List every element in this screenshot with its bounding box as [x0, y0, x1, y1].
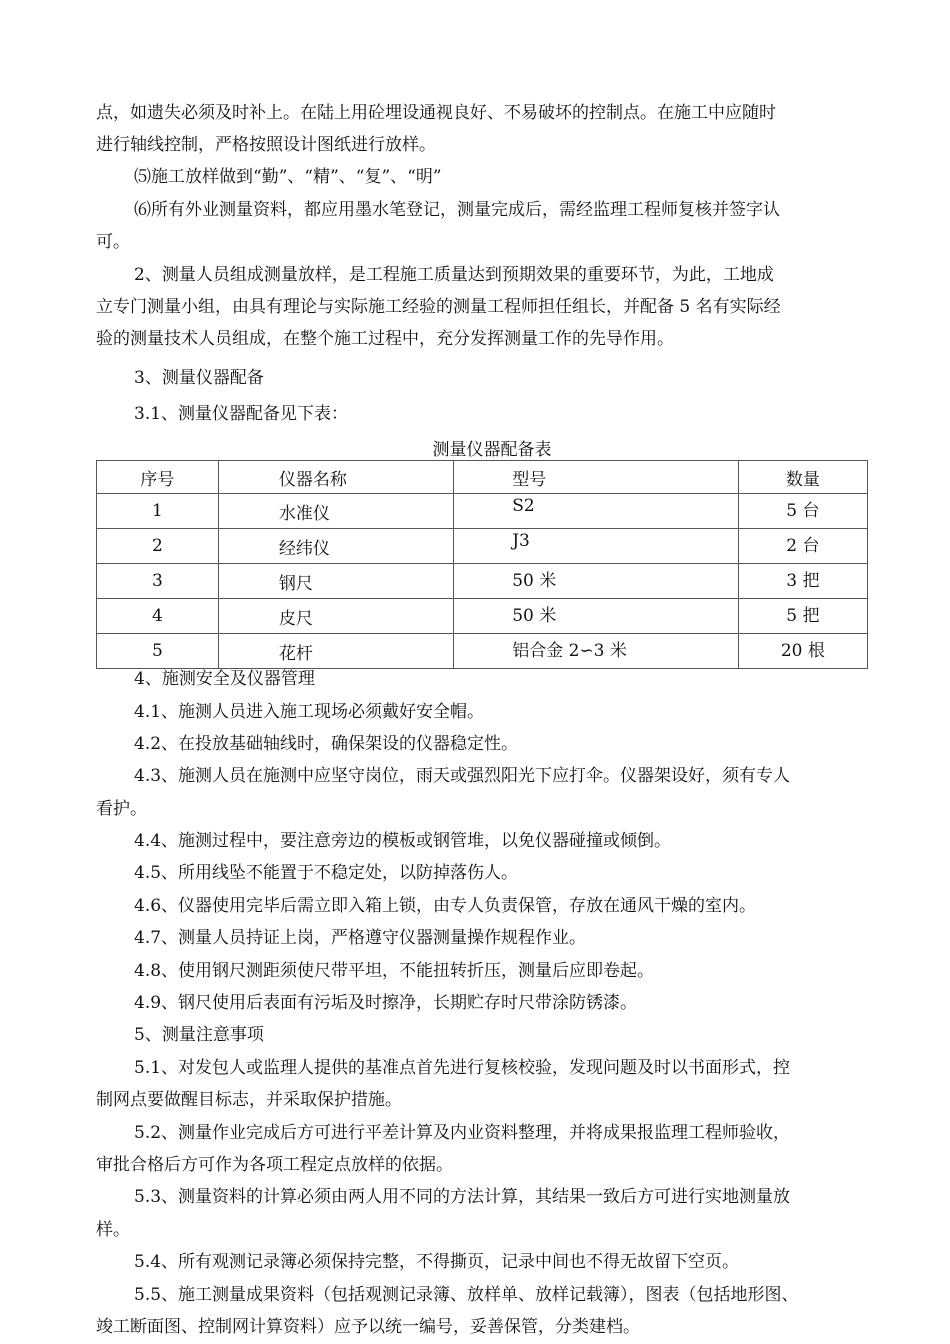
table-cell: 50 米 — [454, 599, 739, 634]
section-heading: 3、测量仪器配备 — [134, 368, 264, 388]
paragraph-line: 看护。 — [96, 799, 147, 819]
paragraph-line: 竣工断面图、控制网计算资料）应予以统一编号，妥善保管，分类建档。 — [96, 1317, 640, 1337]
paragraph-line: 4.2、在投放基础轴线时，确保架设的仪器稳定性。 — [134, 734, 519, 754]
paragraph-line: 5.1、对发包人或监理人提供的基准点首先进行复核校验，发现问题及时以书面形式，控 — [134, 1058, 791, 1078]
paragraph-line: 4.5、所用线坠不能置于不稳定处，以防掉落伤人。 — [134, 863, 519, 883]
table-cell: 水准仪 — [218, 494, 453, 529]
paragraph-line: 4.4、施测过程中，要注意旁边的模板或钢管堆，以免仪器碰撞或倾倒。 — [134, 831, 672, 851]
paragraph-line: 点，如遗失必须及时补上。在陆上用砼埋设通视良好、不易破坏的控制点。在施工中应随时 — [96, 103, 776, 123]
paragraph-line: 5.4、所有观测记录簿必须保持完整，不得撕页，记录中间也不得无故留下空页。 — [134, 1252, 740, 1272]
paragraph-line: 3.1、测量仪器配备见下表： — [134, 404, 349, 424]
paragraph-line: 4.8、使用钢尺测距须使尺带平坦，不能扭转折压，测量后应即卷起。 — [134, 961, 655, 981]
table-cell: 5 — [97, 634, 219, 669]
section-heading: 4、施测安全及仪器管理 — [134, 669, 315, 689]
table-cell: 3 把 — [738, 564, 867, 599]
paragraph-line: 制网点要做醒目标志，并采取保护措施。 — [96, 1090, 402, 1110]
paragraph-line: ⑹所有外业测量资料，都应用墨水笔登记，测量完成后，需经监理工程师复核并签字认 — [134, 200, 780, 220]
table-cell: S2 — [454, 494, 739, 529]
header-cell: 序号 — [97, 461, 219, 494]
paragraph-line: 可。 — [96, 232, 130, 252]
table-cell: 5 台 — [738, 494, 867, 529]
table-caption: 测量仪器配备表 — [432, 440, 552, 460]
table-cell: 2 — [97, 529, 219, 564]
paragraph-line: 4.1、施测人员进入施工现场必须戴好安全帽。 — [134, 702, 485, 722]
paragraph-line: ⑸施工放样做到“勤”、“精”、“复”、“明” — [134, 167, 442, 187]
header-cell: 仪器名称 — [218, 461, 453, 494]
paragraph-line: 4.9、钢尺使用后表面有污垢及时擦净，长期贮存时尺带涂防锈漆。 — [134, 993, 638, 1013]
table-cell: 1 — [97, 494, 219, 529]
table-cell: 50 米 — [454, 564, 739, 599]
paragraph-line: 进行轴线控制，严格按照设计图纸进行放样。 — [96, 135, 436, 155]
table-cell: 花杆 — [218, 634, 453, 669]
paragraph-line: 2、测量人员组成测量放样，是工程施工质量达到预期效果的重要环节，为此，工地成 — [134, 265, 774, 285]
paragraph-line: 样。 — [96, 1220, 130, 1240]
paragraph-line: 4.7、测量人员持证上岗，严格遵守仪器测量操作规程作业。 — [134, 928, 587, 948]
table-header-row — [97, 461, 868, 494]
table-cell: J3 — [454, 529, 739, 564]
table-cell: 20 根 — [738, 634, 867, 669]
table-cell: 2 台 — [738, 529, 867, 564]
section-heading: 5、测量注意事项 — [134, 1025, 264, 1045]
table-row — [97, 529, 868, 564]
table-row — [97, 494, 868, 529]
table-row — [97, 634, 868, 669]
table-cell: 5 把 — [738, 599, 867, 634]
paragraph-line: 验的测量技术人员组成，在整个施工过程中，充分发挥测量工作的先导作用。 — [96, 329, 674, 349]
paragraph-line: 5.2、测量作业完成后方可进行平差计算及内业资料整理，并将成果报监理工程师验收， — [134, 1123, 791, 1143]
equipment-table — [96, 460, 868, 669]
paragraph-line: 4.6、仪器使用完毕后需立即入箱上锁，由专人负责保管，存放在通风干燥的室内。 — [134, 896, 757, 916]
table-cell: 皮尺 — [218, 599, 453, 634]
table-cell: 铝合金 2∽3 米 — [454, 634, 739, 669]
table-row — [97, 564, 868, 599]
header-cell: 数量 — [738, 461, 867, 494]
paragraph-line: 立专门测量小组，由具有理论与实际施工经验的测量工程师担任组长，并配备 5 名有实际经 — [96, 297, 781, 317]
paragraph-line: 5.5、施工测量成果资料（包括观测记录簿、放样单、放样记载簿），图表（包括地形图、 — [134, 1285, 799, 1305]
paragraph-line: 审批合格后方可作为各项工程定点放样的依据。 — [96, 1155, 453, 1175]
table-cell: 钢尺 — [218, 564, 453, 599]
table-row — [97, 599, 868, 634]
table-cell: 经纬仪 — [218, 529, 453, 564]
table-cell: 3 — [97, 564, 219, 599]
paragraph-line: 4.3、施测人员在施测中应坚守岗位，雨天或强烈阳光下应打伞。仪器架设好，须有专人 — [134, 766, 791, 786]
header-cell: 型号 — [454, 461, 739, 494]
table-cell: 4 — [97, 599, 219, 634]
paragraph-line: 5.3、测量资料的计算必须由两人用不同的方法计算，其结果一致后方可进行实地测量放 — [134, 1187, 791, 1207]
